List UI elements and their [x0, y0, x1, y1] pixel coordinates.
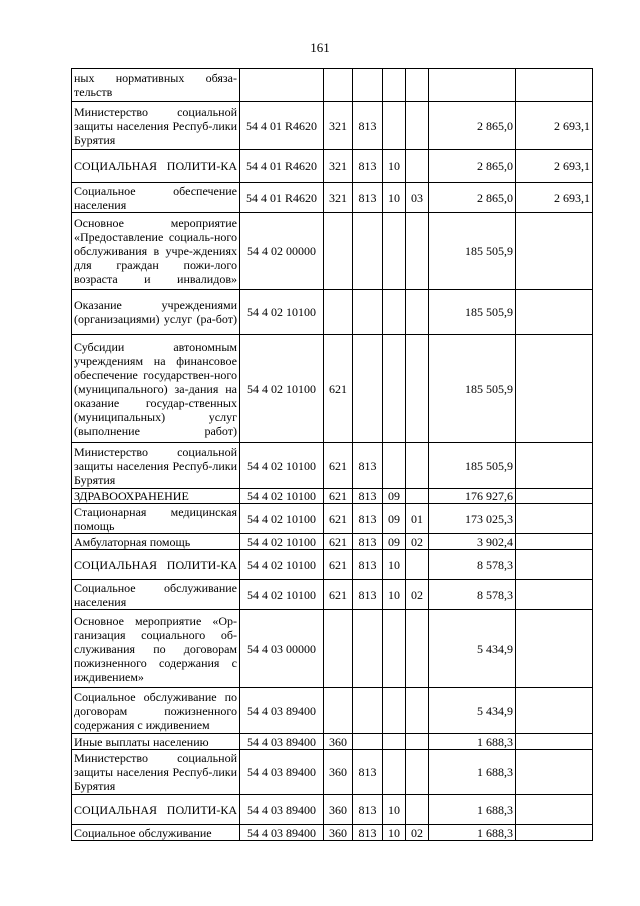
row-administrator: 813 — [353, 825, 383, 841]
table-row — [72, 534, 593, 550]
table-row — [72, 443, 593, 489]
row-target-code: 54 4 02 10100 — [240, 534, 324, 550]
row-subsection: 02 — [406, 580, 429, 610]
row-amount-2 — [516, 443, 593, 489]
row-administrator — [353, 688, 383, 734]
row-target-code: 54 4 03 89400 — [240, 688, 324, 734]
row-administrator: 813 — [353, 750, 383, 795]
row-administrator: 813 — [353, 443, 383, 489]
row-section: 10 — [383, 183, 406, 213]
row-section — [383, 290, 406, 335]
row-amount-1: 8 578,3 — [429, 550, 516, 580]
table-row — [72, 580, 593, 610]
row-expense-type: 621 — [324, 443, 353, 489]
row-target-code: 54 4 03 00000 — [240, 610, 324, 688]
row-subsection — [406, 688, 429, 734]
row-target-code: 54 4 03 89400 — [240, 825, 324, 841]
row-name: СОЦИАЛЬНАЯ ПОЛИТИ-КА — [72, 150, 240, 183]
row-expense-type — [324, 213, 353, 290]
row-amount-2: 2 693,1 — [516, 102, 593, 150]
row-section: 09 — [383, 534, 406, 550]
row-subsection — [406, 213, 429, 290]
row-section: 10 — [383, 550, 406, 580]
row-subsection — [406, 102, 429, 150]
row-name: Оказание учреждениями (организациями) услуг (ра-бот) — [72, 290, 240, 335]
table-row — [72, 69, 593, 102]
row-target-code: 54 4 02 10100 — [240, 290, 324, 335]
row-name: СОЦИАЛЬНАЯ ПОЛИТИ-КА — [72, 550, 240, 580]
row-expense-type: 621 — [324, 504, 353, 534]
row-section — [383, 610, 406, 688]
row-name: ЗДРАВООХРАНЕНИЕ — [72, 489, 240, 504]
row-subsection: 02 — [406, 825, 429, 841]
row-expense-type — [324, 69, 353, 102]
row-amount-2 — [516, 688, 593, 734]
row-administrator — [353, 335, 383, 443]
row-amount-2 — [516, 750, 593, 795]
row-name: Социальное обеспечение населения — [72, 183, 240, 213]
table-row — [72, 610, 593, 688]
table-row — [72, 102, 593, 150]
table-row — [72, 688, 593, 734]
row-amount-1: 1 688,3 — [429, 795, 516, 825]
row-expense-type — [324, 688, 353, 734]
row-amount-2 — [516, 580, 593, 610]
row-name: ных нормативных обяза-тельств — [72, 69, 240, 102]
row-amount-1: 8 578,3 — [429, 580, 516, 610]
row-name: Основное мероприятие «Предоставление социаль-ного обслуживания в учре-ждениях для граждан пожи-лого возраста и инвалидов» — [72, 213, 240, 290]
row-subsection — [406, 550, 429, 580]
row-expense-type: 321 — [324, 183, 353, 213]
row-name: Иные выплаты населению — [72, 734, 240, 750]
row-name: Амбулаторная помощь — [72, 534, 240, 550]
row-amount-1: 1 688,3 — [429, 750, 516, 795]
row-amount-2 — [516, 213, 593, 290]
row-expense-type: 360 — [324, 734, 353, 750]
row-expense-type: 360 — [324, 795, 353, 825]
row-subsection — [406, 734, 429, 750]
row-name: Министерство социальной защиты населения Респуб-лики Бурятия — [72, 102, 240, 150]
row-amount-1: 173 025,3 — [429, 504, 516, 534]
table-row — [72, 183, 593, 213]
table-row — [72, 213, 593, 290]
row-subsection — [406, 795, 429, 825]
row-section — [383, 750, 406, 795]
row-amount-1: 176 927,6 — [429, 489, 516, 504]
row-administrator — [353, 734, 383, 750]
row-section — [383, 102, 406, 150]
row-expense-type — [324, 610, 353, 688]
row-subsection: 01 — [406, 504, 429, 534]
row-name: Социальное обслуживание — [72, 825, 240, 841]
row-section: 10 — [383, 580, 406, 610]
row-expense-type: 621 — [324, 335, 353, 443]
row-amount-2: 2 693,1 — [516, 183, 593, 213]
row-target-code: 54 4 01 R4620 — [240, 102, 324, 150]
row-target-code: 54 4 03 89400 — [240, 734, 324, 750]
row-amount-1: 2 865,0 — [429, 150, 516, 183]
row-amount-2 — [516, 550, 593, 580]
row-target-code: 54 4 01 R4620 — [240, 150, 324, 183]
row-subsection — [406, 290, 429, 335]
table-row — [72, 290, 593, 335]
row-administrator: 813 — [353, 183, 383, 213]
row-section — [383, 335, 406, 443]
row-amount-2 — [516, 504, 593, 534]
table-row — [72, 489, 593, 504]
row-subsection — [406, 335, 429, 443]
row-administrator: 813 — [353, 534, 383, 550]
row-section — [383, 69, 406, 102]
row-administrator: 813 — [353, 550, 383, 580]
table-row — [72, 335, 593, 443]
row-administrator: 813 — [353, 580, 383, 610]
row-name: СОЦИАЛЬНАЯ ПОЛИТИ-КА — [72, 795, 240, 825]
row-target-code: 54 4 02 10100 — [240, 335, 324, 443]
row-administrator — [353, 69, 383, 102]
row-name: Стационарная медицинская помощь — [72, 504, 240, 534]
row-amount-2 — [516, 534, 593, 550]
row-administrator: 813 — [353, 489, 383, 504]
row-amount-1: 3 902,4 — [429, 534, 516, 550]
table-row — [72, 734, 593, 750]
row-subsection — [406, 610, 429, 688]
table-row — [72, 150, 593, 183]
row-section: 09 — [383, 504, 406, 534]
row-name: Основное мероприятие «Ор-ганизация социального об-служивания по договорам пожизненного содержания с иждивением» — [72, 610, 240, 688]
row-expense-type: 621 — [324, 580, 353, 610]
table-row — [72, 504, 593, 534]
row-amount-1: 1 688,3 — [429, 825, 516, 841]
row-amount-1: 185 505,9 — [429, 290, 516, 335]
row-subsection — [406, 443, 429, 489]
row-name: Социальное обслуживание населения — [72, 580, 240, 610]
row-expense-type: 621 — [324, 489, 353, 504]
row-amount-1 — [429, 69, 516, 102]
row-amount-1: 2 865,0 — [429, 102, 516, 150]
row-amount-1: 2 865,0 — [429, 183, 516, 213]
row-target-code: 54 4 02 10100 — [240, 504, 324, 534]
row-expense-type: 360 — [324, 750, 353, 795]
row-amount-1: 185 505,9 — [429, 443, 516, 489]
table-row — [72, 550, 593, 580]
row-administrator: 813 — [353, 795, 383, 825]
row-section — [383, 213, 406, 290]
row-target-code: 54 4 02 10100 — [240, 489, 324, 504]
row-subsection — [406, 69, 429, 102]
row-expense-type — [324, 290, 353, 335]
row-amount-2 — [516, 335, 593, 443]
table-row — [72, 795, 593, 825]
row-administrator: 813 — [353, 102, 383, 150]
row-section — [383, 443, 406, 489]
row-subsection — [406, 489, 429, 504]
row-name: Министерство социальной защиты населения Респуб-лики Бурятия — [72, 750, 240, 795]
row-section: 09 — [383, 489, 406, 504]
row-subsection: 02 — [406, 534, 429, 550]
row-amount-2 — [516, 69, 593, 102]
row-amount-1: 185 505,9 — [429, 213, 516, 290]
row-target-code: 54 4 02 10100 — [240, 550, 324, 580]
row-name: Субсидии автономным учреждениям на финансовое обеспечение государствен-ного (муниципального) за-дания на оказание государ-ственных (муниципальных) услуг (выполнение работ) — [72, 335, 240, 443]
row-name: Министерство социальной защиты населения Респуб-лики Бурятия — [72, 443, 240, 489]
row-amount-2: 2 693,1 — [516, 150, 593, 183]
row-amount-2 — [516, 734, 593, 750]
table-row — [72, 750, 593, 795]
row-administrator — [353, 610, 383, 688]
row-expense-type: 621 — [324, 534, 353, 550]
row-subsection: 03 — [406, 183, 429, 213]
table-row — [72, 825, 593, 841]
row-amount-2 — [516, 610, 593, 688]
row-section — [383, 688, 406, 734]
row-administrator: 813 — [353, 150, 383, 183]
row-subsection — [406, 750, 429, 795]
row-amount-2 — [516, 795, 593, 825]
row-amount-1: 5 434,9 — [429, 610, 516, 688]
row-amount-1: 185 505,9 — [429, 335, 516, 443]
row-section: 10 — [383, 795, 406, 825]
row-expense-type: 360 — [324, 825, 353, 841]
row-name: Социальное обслуживание по договорам пожизненного содержания с иждивением — [72, 688, 240, 734]
row-section: 10 — [383, 150, 406, 183]
row-section: 10 — [383, 825, 406, 841]
row-amount-1: 5 434,9 — [429, 688, 516, 734]
row-amount-2 — [516, 825, 593, 841]
row-target-code: 54 4 02 10100 — [240, 580, 324, 610]
row-expense-type: 321 — [324, 150, 353, 183]
row-subsection — [406, 150, 429, 183]
row-administrator — [353, 213, 383, 290]
page-number: 161 — [310, 40, 330, 55]
row-administrator — [353, 290, 383, 335]
row-target-code: 54 4 02 10100 — [240, 443, 324, 489]
row-target-code: 54 4 02 00000 — [240, 213, 324, 290]
row-expense-type: 321 — [324, 102, 353, 150]
row-expense-type: 621 — [324, 550, 353, 580]
row-administrator: 813 — [353, 504, 383, 534]
row-amount-2 — [516, 290, 593, 335]
row-section — [383, 734, 406, 750]
row-target-code: 54 4 01 R4620 — [240, 183, 324, 213]
row-target-code: 54 4 03 89400 — [240, 750, 324, 795]
row-amount-2 — [516, 489, 593, 504]
row-target-code — [240, 69, 324, 102]
budget-table — [71, 68, 593, 841]
row-target-code: 54 4 03 89400 — [240, 795, 324, 825]
row-amount-1: 1 688,3 — [429, 734, 516, 750]
